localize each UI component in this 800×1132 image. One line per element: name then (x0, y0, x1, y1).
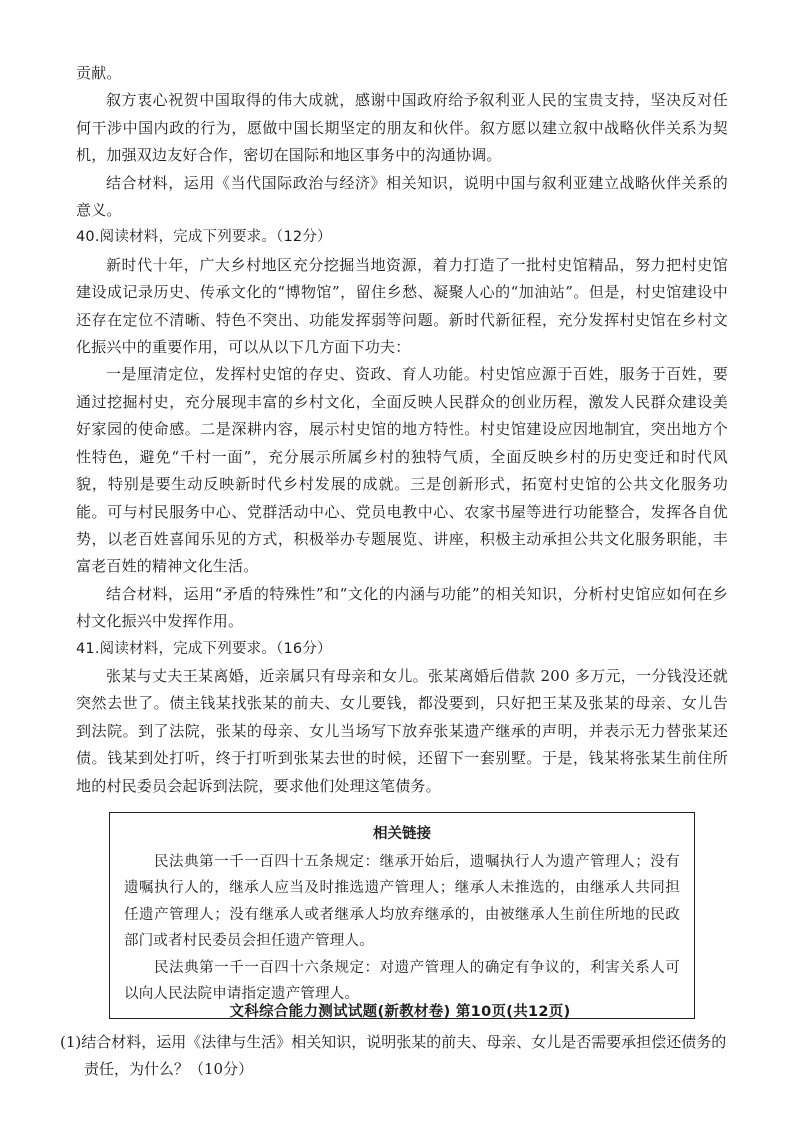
civil-code-article-1146: 民法典第一千一百四十六条规定：对遗产管理人的确定有争议的，利害关系人可以向人民法院申请指定遗产管理人。 (124, 959, 680, 1003)
related-links-title: 相关链接 (373, 825, 431, 842)
q41-sub-question-1: (1)结合材料，运用《法律与生活》相关知识，说明张某的前夫、母亲、女儿是否需要承担偿还债务的责任，为什么？（10分） (60, 1032, 727, 1079)
related-links-box (109, 812, 695, 1019)
q40-material-paragraph-1: 新时代十年，广大乡村地区充分挖掘当地资源，着力打造了一批村史馆精品，努力把村史馆建设成记录历史、传承文化的“博物馆”，留住乡愁、凝聚人心的“加油站”。但是，村史馆建设中还存在定位不清晰、特色不突出、功能发挥弱等问题。新时代新征程，充分发挥村史馆在乡村文化振兴中的重要作用，可以从以下几方面下功夫： (76, 255, 728, 357)
syria-statement-paragraph: 叙方衷心祝贺中国取得的伟大成就，感谢中国政府给予叙利亚人民的宝贵支持，坚决反对任何干涉中国内政的行为，愿做中国长期坚定的朋友和伙伴。叙方愿以建立叙中战略伙伴关系为契机，加强双边友好合作，密切在国际和地区事务中的沟通协调。 (76, 91, 728, 165)
q41-heading: 41.阅读材料，完成下列要求。（16分） (76, 640, 332, 657)
civil-code-article-1145: 民法典第一千一百四十五条规定：继承开始后，遗嘱执行人为遗产管理人；没有遗嘱执行人的，继承人应当及时推选遗产管理人；继承人未推选的，由继承人共同担任遗产管理人；没有继承人或者继承人均放弃继承的，由被继承人生前住所地的民政部门或者村民委员会担任遗产管理人。 (124, 853, 680, 950)
q39-prompt: 结合材料，运用《当代国际政治与经济》相关知识，说明中国与叙利亚建立战略伙伴关系的意义。 (76, 173, 728, 220)
page-footer: 文科综合能力测试试题(新教材卷) 第10页(共12页) (229, 1004, 571, 1020)
continuation-text: 贡献。 (76, 64, 122, 82)
q40-prompt: 结合材料，运用“矛盾的特殊性”和“文化的内涵与功能”的相关知识，分析村史馆应如何在乡村文化振兴中发挥作用。 (76, 584, 728, 631)
q40-material-paragraph-2: 一是厘清定位，发挥村史馆的存史、资政、育人功能。村史馆应源于百姓，服务于百姓，要通过挖掘村史，充分展现丰富的乡村文化，全面反映人民群众的创业历程，激发人民群众建设美好家园的使命感。二是深耕内容，展示村史馆的地方特性。村史馆建设应因地制宜，突出地方个性特色，避免“千村一面”，充分展示所属乡村的独特气质，全面反映乡村的历史变迁和时代风貌，特别是要生动反映新时代乡村发展的成就。三是创新形式，拓宽村史馆的公共文化服务功能。可与村民服务中心、党群活动中心、党员电教中心、农家书屋等进行功能整合，发挥各自优势，以老百姓喜闻乐见的方式，积极举办专题展览、讲座，积极主动承担公共文化服务职能，丰富老百姓的精神文化生活。 (76, 365, 728, 576)
q41-material-paragraph: 张某与丈夫王某离婚，近亲属只有母亲和女儿。张某离婚后借款 200 多万元，一分钱没还就突然去世了。债主钱某找张某的前夫、女儿要钱，都没要到，只好把王某及张某的母亲、女儿告到法院。到了法院，张某的母亲、女儿当场写下放弃张某遗产继承的声明，并表示无力替张某还债。钱某到处打听，终于打听到张某去世的时候，还留下一套别墅。于是，钱某将张某生前住所地的村民委员会起诉到法院，要求他们处理这笔债务。 (76, 666, 728, 795)
q40-heading: 40.阅读材料，完成下列要求。（12分） (76, 229, 332, 246)
page-content (60, 60, 728, 1084)
